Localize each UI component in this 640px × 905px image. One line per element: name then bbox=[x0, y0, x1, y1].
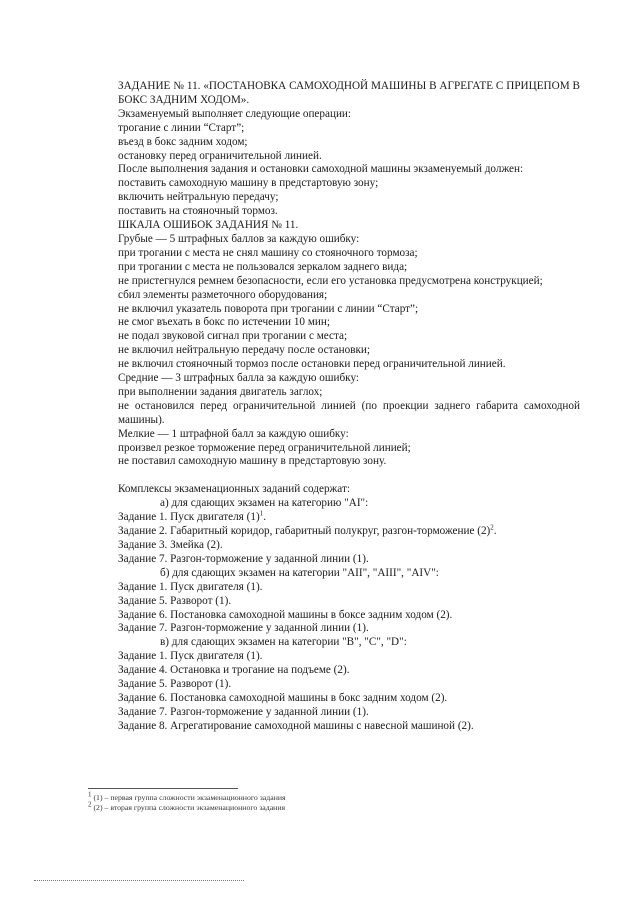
operation-item: въезд в бокс задним ходом; bbox=[118, 135, 248, 148]
category-b-item: Задание 1. Пуск двигателя (1). bbox=[118, 580, 263, 593]
bottom-dotted-line bbox=[34, 880, 244, 881]
gross-error-item: не включил указатель поворота при трогании с линии “Старт”; bbox=[118, 302, 419, 315]
gross-error-item: не подал звуковой сигнал при трогании с места; bbox=[118, 330, 348, 343]
footnote: $^1$ (1) – первая группа сложности экзаменационного задания bbox=[88, 790, 286, 802]
category-a-item: Задание 2. Габаритный коридор, габаритный полукруг, разгон-торможение $(2)^2$. bbox=[118, 523, 497, 538]
gross-error-item: при трогании с места не пользовался зеркалом заднего вида; bbox=[118, 260, 408, 273]
category-a-item: Задание 1. Пуск двигателя $(1)^1$. bbox=[118, 509, 266, 524]
medium-error-item: не остановился перед ограничительной линией (по проекции заднего габарита самоходной машины). bbox=[118, 399, 580, 426]
category-b-item: Задание 7. Разгон-торможение у заданной линии (1). bbox=[118, 622, 369, 635]
task-intro: Экзаменуемый выполняет следующие операции: bbox=[118, 107, 352, 120]
category-a-item: Задание 3. Змейка (2). bbox=[118, 539, 223, 551]
operation-item: остановку перед ограничительной линией. bbox=[118, 149, 322, 162]
after-completion-text: После выполнения задания и остановки самоходной машины экзаменуемый должен: bbox=[118, 163, 524, 176]
medium-error-item: при выполнении задания двигатель заглох; bbox=[118, 385, 323, 398]
after-item: включить нейтральную передачу; bbox=[118, 191, 279, 204]
category-c-item: Задание 8. Агрегатирование самоходной машины с навесной машиной (2). bbox=[118, 719, 474, 732]
gross-error-item: сбил элементы разметочного оборудования; bbox=[118, 288, 328, 301]
minor-error-item: произвел резкое торможение перед ограничительной линией; bbox=[118, 441, 411, 454]
footnote: $^2$ (2) – вторая группа сложности экзаменационного задания bbox=[88, 800, 286, 812]
category-c-heading: в) для сдающих экзамен на категории "B", "C", "D": bbox=[160, 636, 407, 649]
category-c-item: Задание 7. Разгон-торможение у заданной линии (1). bbox=[118, 705, 369, 718]
category-b-item: Задание 6. Постановка самоходной машины в боксе задним ходом (2). bbox=[118, 608, 453, 621]
footnotes bbox=[88, 790, 488, 813]
document-body bbox=[118, 80, 580, 734]
medium-errors-title: Средние — 3 штрафных балла за каждую ошибку: bbox=[118, 372, 360, 385]
footnote-divider bbox=[88, 788, 238, 789]
category-c-item: Задание 5. Разворот (1). bbox=[118, 678, 232, 691]
category-c-item: Задание 6. Постановка самоходной машины в бокс задним ходом (2). bbox=[118, 691, 448, 704]
gross-error-item: при трогании с места не снял машину со стояночного тормоза; bbox=[118, 246, 418, 259]
category-c-item: Задание 4. Остановка и трогание на подъеме (2). bbox=[118, 664, 350, 677]
gross-error-item: не включил стояночный тормоз после остановки перед ограничительной линией. bbox=[118, 358, 506, 371]
after-item: поставить самоходную машину в предстартовую зону; bbox=[118, 177, 379, 190]
category-a-heading: а) для сдающих экзамен на категорию "AI": bbox=[160, 497, 369, 510]
category-b-item: Задание 5. Разворот (1). bbox=[118, 594, 232, 607]
gross-error-item: не смог въехать в бокс по истечении 10 мин; bbox=[118, 316, 330, 329]
footnote-ref[interactable]: 2 bbox=[490, 523, 494, 532]
task-title: ЗАДАНИЕ № 11. «ПОСТАНОВКА САМОХОДНОЙ МАШИНЫ В АГРЕГАТЕ С ПРИЦЕПОМ В БОКС ЗАДНИМ ХОДОМ». bbox=[118, 80, 580, 106]
gross-error-item: не включил нейтральную передачу после остановки; bbox=[118, 344, 371, 357]
minor-error-item: не поставил самоходную машину в предстартовую зону. bbox=[118, 455, 387, 468]
after-item: поставить на стояночный тормоз. bbox=[118, 205, 278, 218]
category-a-item: Задание 7. Разгон-торможение у заданной линии (1). bbox=[118, 552, 369, 565]
gross-errors-title: Грубые — 5 штрафных баллов за каждую ошибку: bbox=[118, 232, 360, 245]
complexes-intro: Комплексы экзаменационных заданий содержат: bbox=[118, 483, 350, 496]
error-scale-title: ШКАЛА ОШИБОК ЗАДАНИЯ № 11. bbox=[118, 219, 299, 232]
minor-errors-title: Мелкие — 1 штрафной балл за каждую ошибку: bbox=[118, 427, 349, 440]
category-b-heading: б) для сдающих экзамен на категории "AII", "AIII", "AIV": bbox=[160, 566, 439, 579]
category-c-item: Задание 1. Пуск двигателя (1). bbox=[118, 650, 263, 663]
footnote-ref[interactable]: 1 bbox=[259, 509, 264, 518]
gross-error-item: не пристегнулся ремнем безопасности, если его установка предусмотрена конструкцией; bbox=[118, 274, 543, 287]
operation-item: трогание с линии “Старт”; bbox=[118, 121, 245, 134]
spacer bbox=[118, 469, 580, 483]
